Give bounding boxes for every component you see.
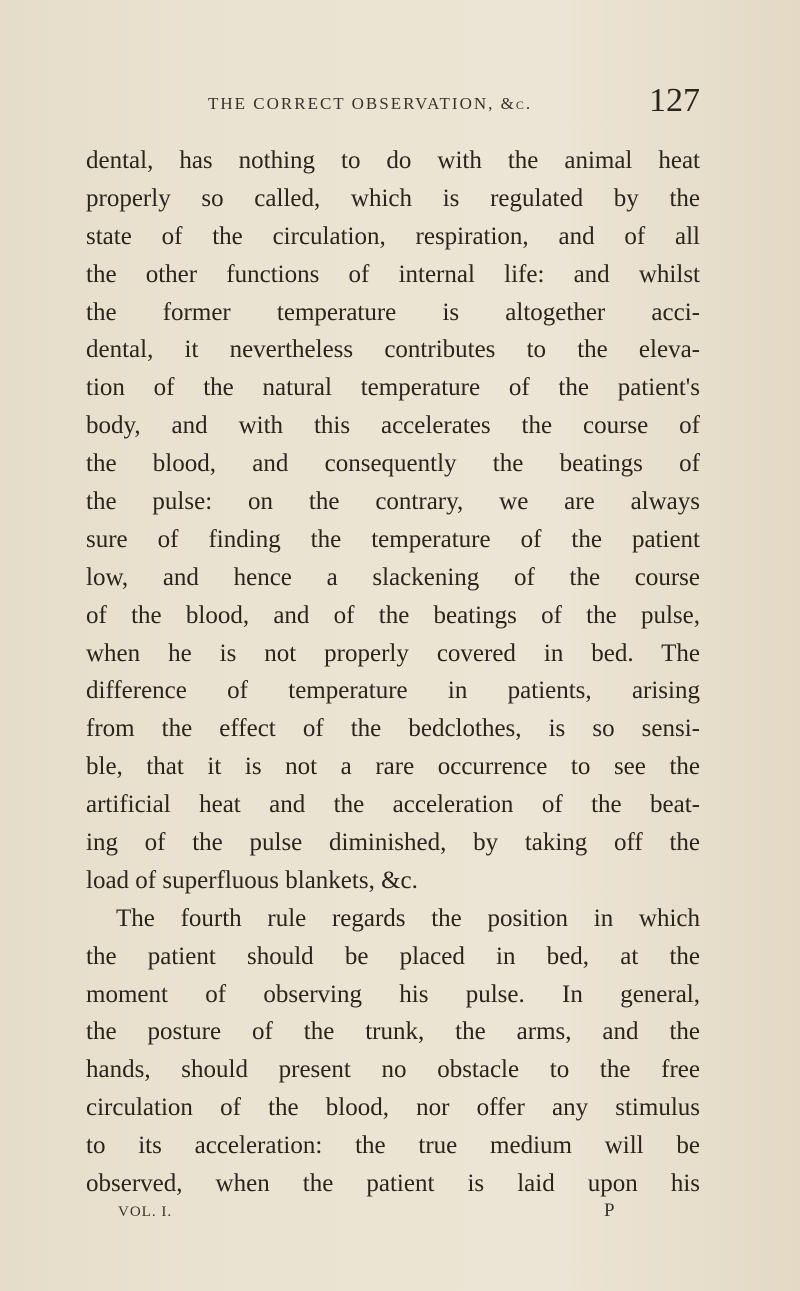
page-footer: [118, 1200, 638, 1234]
page-header: [84, 82, 704, 128]
text-line: body, and with this accelerates the course of: [86, 412, 700, 440]
volume-label: VOL. I.: [118, 1204, 173, 1220]
text-line: when he is not properly covered in bed. The: [86, 639, 700, 667]
text-line-paragraph-end: load of superfluous blankets, &c.: [86, 866, 418, 894]
text-line: state of the circulation, respiration, and of all: [86, 222, 700, 250]
text-line: circulation of the blood, nor offer any stimulus: [86, 1094, 700, 1122]
text-line: observed, when the patient is laid upon his: [86, 1170, 700, 1198]
text-line: the pulse: on the contrary, we are always: [86, 488, 700, 516]
text-line: sure of finding the temperature of the patient: [86, 525, 700, 553]
page-number: 127: [649, 82, 700, 119]
signature-mark: P: [604, 1200, 615, 1221]
text-line: properly so called, which is regulated by the: [86, 184, 700, 212]
text-line: of the blood, and of the beatings of the pulse,: [86, 601, 700, 629]
text-line: dental, has nothing to do with the animal heat: [86, 147, 700, 174]
text-line: moment of observing his pulse. In general,: [86, 980, 700, 1008]
text-line: the posture of the trunk, the arms, and the: [86, 1018, 700, 1046]
text-line: low, and hence a slackening of the course: [86, 563, 700, 591]
text-line: the blood, and consequently the beatings of: [86, 450, 700, 478]
text-line: ing of the pulse diminished, by taking off the: [86, 829, 700, 857]
body-text: [86, 142, 700, 1203]
text-line: the former temperature is altogether acci-: [86, 298, 700, 326]
text-line: dental, it nevertheless contributes to the eleva-: [86, 336, 700, 364]
text-line: from the effect of the bedclothes, is so sensi-: [86, 715, 700, 743]
text-line: hands, should present no obstacle to the free: [86, 1056, 700, 1084]
text-line: the patient should be placed in bed, at the: [86, 942, 700, 970]
text-line-paragraph-start: The fourth rule regards the position in which: [116, 904, 700, 932]
text-line: to its acceleration: the true medium will be: [86, 1132, 700, 1160]
text-line: tion of the natural temperature of the patient's: [86, 374, 700, 402]
text-line: artificial heat and the acceleration of the beat-: [86, 791, 700, 819]
text-line: the other functions of internal life: and whilst: [86, 260, 700, 288]
text-line: difference of temperature in patients, arising: [86, 677, 700, 705]
text-line: ble, that it is not a rare occurrence to see the: [86, 753, 700, 781]
running-title: THE CORRECT OBSERVATION, &c.: [208, 94, 533, 113]
